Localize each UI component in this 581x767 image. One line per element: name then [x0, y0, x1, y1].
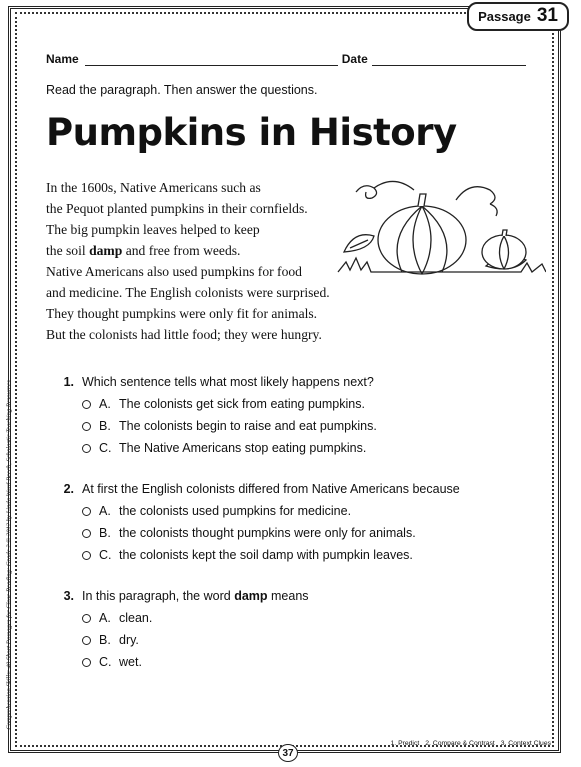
question-text [82, 589, 309, 603]
pumpkin-illustration [336, 170, 546, 280]
passage-line: the Pequot planted pumpkins in their cornfields. [46, 201, 308, 216]
option-text: clean. [119, 611, 153, 625]
vocab-word: damp [234, 589, 268, 603]
question-1 [62, 375, 377, 455]
radio-bubble-icon[interactable] [82, 614, 91, 623]
option-text: The colonists get sick from eating pumpkins. [119, 397, 365, 411]
radio-bubble-icon[interactable] [82, 400, 91, 409]
option-letter: C. [99, 441, 112, 455]
answer-option[interactable] [82, 441, 377, 455]
question-3 [62, 589, 309, 669]
name-label: Name [46, 52, 79, 66]
option-text: wet. [119, 655, 142, 669]
passage-number: 31 [536, 5, 558, 26]
question-text-part: means [271, 589, 309, 603]
option-letter: C. [99, 548, 112, 562]
date-field[interactable] [372, 53, 526, 66]
radio-bubble-icon[interactable] [82, 529, 91, 538]
passage-line: But the colonists had little food; they were hungry. [46, 327, 322, 342]
answer-option[interactable] [82, 548, 460, 562]
answer-option[interactable] [82, 397, 377, 411]
option-text: the colonists used pumpkins for medicine. [119, 504, 352, 518]
credit-text: Comprehension Skills: 40 Short Passages for Close Reading: Grade 2 © 2012 by Linda Ward Beech, Scholastic Teaching Resources [5, 380, 13, 730]
page-number: 37 [278, 744, 298, 762]
passage-line: Native Americans also used pumpkins for food [46, 264, 302, 279]
radio-bubble-icon[interactable] [82, 444, 91, 453]
passage-fragment: the soil [46, 243, 86, 258]
page-title: Pumpkins in History [46, 111, 457, 154]
question-text: At first the English colonists differed from Native Americans because [82, 482, 460, 496]
date-label: Date [341, 52, 368, 66]
option-text: dry. [119, 633, 139, 647]
passage-text [46, 177, 366, 345]
question-number: 1. [63, 375, 74, 389]
skill-label: 1. Predict [390, 740, 420, 747]
question-number: 3. [63, 589, 74, 603]
option-letter: C. [99, 655, 112, 669]
question-number: 2. [63, 482, 74, 496]
option-letter: A. [99, 504, 111, 518]
question-2 [62, 482, 460, 562]
passage-label: Passage [478, 9, 531, 24]
answer-option[interactable] [82, 504, 460, 518]
option-text: the colonists kept the soil damp with pumpkin leaves. [119, 548, 413, 562]
option-letter: B. [99, 526, 111, 540]
radio-bubble-icon[interactable] [82, 422, 91, 431]
option-text: the colonists thought pumpkins were only for animals. [119, 526, 416, 540]
radio-bubble-icon[interactable] [82, 636, 91, 645]
copyright-credit [2, 370, 16, 740]
passage-tab [467, 2, 569, 31]
vocab-word: damp [89, 243, 123, 258]
passage-line: The big pumpkin leaves helped to keep [46, 222, 260, 237]
passage-line: In the 1600s, Native Americans such as [46, 180, 261, 195]
instructions: Read the paragraph. Then answer the questions. [46, 83, 318, 97]
option-letter: B. [99, 633, 111, 647]
skill-label: 3. Context Clues [500, 740, 551, 747]
option-text: The colonists begin to raise and eat pumpkins. [119, 419, 377, 433]
answer-option[interactable] [82, 633, 309, 647]
name-date-row [46, 52, 526, 66]
skills-footer [391, 740, 551, 747]
passage-fragment: and free from weeds. [125, 243, 241, 258]
radio-bubble-icon[interactable] [82, 507, 91, 516]
option-letter: B. [99, 419, 111, 433]
option-letter: A. [99, 397, 111, 411]
answer-option[interactable] [82, 526, 460, 540]
question-text: Which sentence tells what most likely happens next? [82, 375, 374, 389]
radio-bubble-icon[interactable] [82, 658, 91, 667]
answer-option[interactable] [82, 611, 309, 625]
option-letter: A. [99, 611, 111, 625]
question-text-part: In this paragraph, the word [82, 589, 231, 603]
passage-line: They thought pumpkins were only fit for animals. [46, 306, 318, 321]
answer-option[interactable] [82, 419, 377, 433]
passage-line: and medicine. The English colonists were surprised. [46, 285, 330, 300]
radio-bubble-icon[interactable] [82, 551, 91, 560]
option-text: The Native Americans stop eating pumpkins. [119, 441, 367, 455]
skill-label: 2. Compare & Contrast [425, 740, 495, 747]
answer-option[interactable] [82, 655, 309, 669]
passage-line [46, 240, 366, 261]
name-field[interactable] [85, 53, 338, 66]
